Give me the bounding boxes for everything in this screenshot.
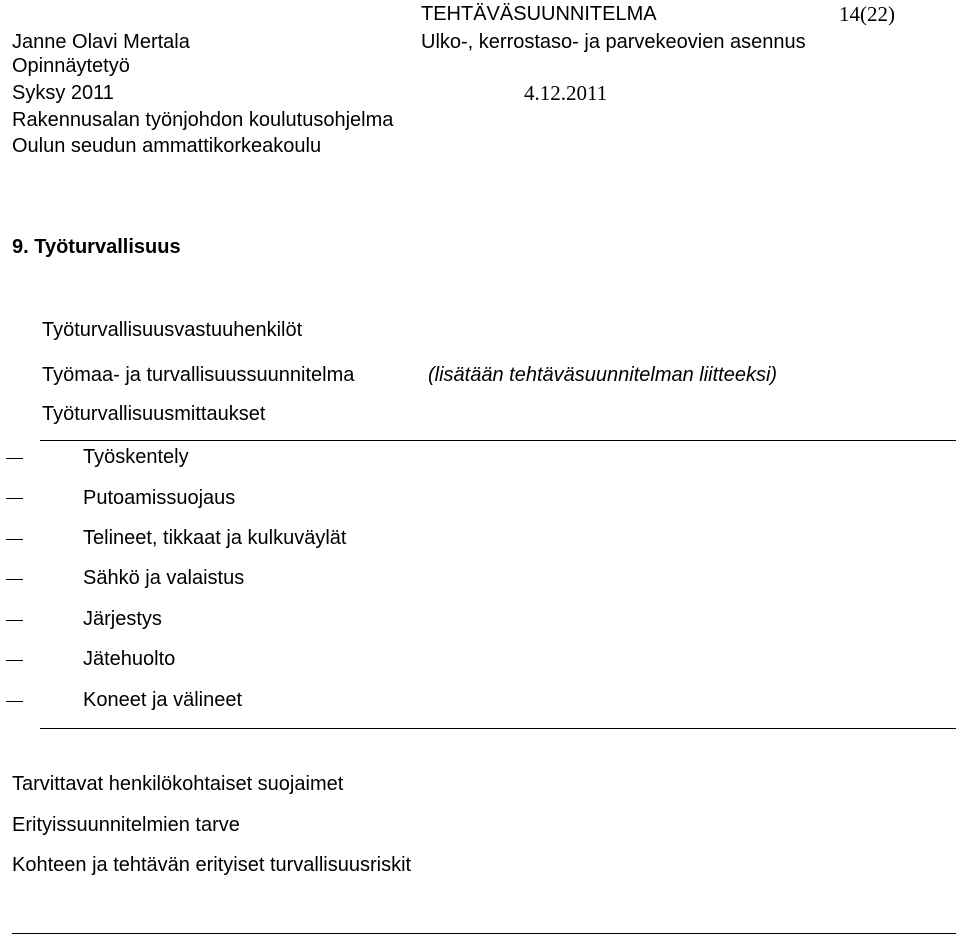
section-divider-top <box>40 440 956 441</box>
list-dash <box>6 579 23 580</box>
list-dash <box>6 701 23 702</box>
ppe-label: Tarvittavat henkilökohtaiset suojaimet <box>12 773 344 795</box>
school-name: Oulun seudun ammattikorkeakoulu <box>12 135 322 157</box>
list-item: Jätehuolto <box>83 648 176 670</box>
document-date: 4.12.2011 <box>524 81 608 105</box>
safety-plan-label: Työmaa- ja turvallisuussuunnitelma <box>42 364 355 386</box>
document-subject: Ulko-, kerrostaso- ja parvekeovien asennus <box>421 31 806 53</box>
special-plans-label: Erityissuunnitelmien tarve <box>12 814 240 836</box>
section-divider-middle <box>40 728 956 729</box>
list-item: Putoamissuojaus <box>83 487 236 509</box>
safety-plan-note: (lisätään tehtäväsuunnitelman liitteeksi) <box>428 364 778 386</box>
list-dash <box>6 539 23 540</box>
list-item: Koneet ja välineet <box>83 689 243 711</box>
list-item: Järjestys <box>83 608 162 630</box>
study-programme: Rakennusalan työnjohdon koulutusohjelma <box>12 109 394 131</box>
section-divider-bottom <box>12 933 956 934</box>
list-dash <box>6 458 23 459</box>
list-item: Telineet, tikkaat ja kulkuväylät <box>83 527 347 549</box>
special-risks-label: Kohteen ja tehtävän erityiset turvallisuusriskit <box>12 854 412 876</box>
list-item: Sähkö ja valaistus <box>83 567 245 589</box>
section-heading: 9. Työturvallisuus <box>12 236 181 258</box>
responsible-persons-label: Työturvallisuusvastuuhenkilöt <box>42 319 303 341</box>
safety-measures-label: Työturvallisuusmittaukset <box>42 403 266 425</box>
list-dash <box>6 620 23 621</box>
list-dash <box>6 660 23 661</box>
term: Syksy 2011 <box>12 82 114 104</box>
document-type: Opinnäytetyö <box>12 55 130 77</box>
document-title: TEHTÄVÄSUUNNITELMA <box>421 3 657 25</box>
page-number: 14(22) <box>839 2 895 26</box>
list-item: Työskentely <box>83 446 189 468</box>
list-dash <box>6 498 23 499</box>
author-name: Janne Olavi Mertala <box>12 31 190 53</box>
